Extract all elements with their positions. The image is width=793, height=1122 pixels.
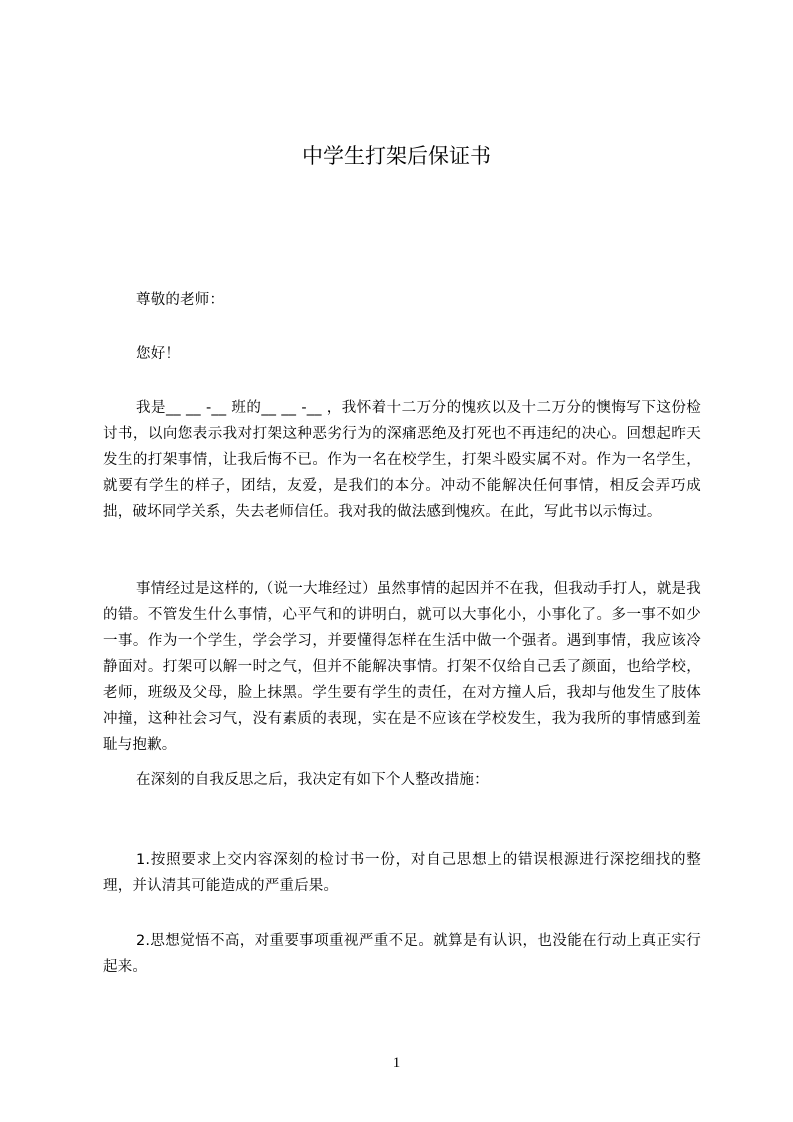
greeting-line: 您好！ bbox=[136, 346, 181, 362]
measure-item-2: 2.思想觉悟不高，对重要事项重视严重不足。就算是有认识，也没能在行动上真正实行起来。 bbox=[103, 933, 701, 975]
page-number: 1 bbox=[392, 1055, 401, 1071]
measure-item-1: 1.按照要求上交内容深刻的检讨书一份，对自己思想上的错误根源进行深挖细找的整理，并认清其可能造成的严重后果。 bbox=[103, 852, 701, 894]
paragraph-measures-intro: 在深刻的自我反思之后，我决定有如下个人整改措施： bbox=[136, 772, 489, 788]
document-title: 中学生打架后保证书 bbox=[302, 144, 491, 168]
paragraph-incident-account: 事情经过是这样的,（说一大堆经过）虽然事情的起因并不在我，但我动手打人，就是我的错。不管发生什么事情，心平气和的讲明白，就可以大事化小，小事化了。多一事不如少一事。作为一个学生，学会学习，并要懂得怎样在生活中做一个强者。遇到事情，我应该冷静面对。打架可以解一时之气，但并不能解决事情。打架不仅给自己丢了颜面，也给学校，老师，班级及父母，脸上抹黑。学生要有学生的责任，在对方撞人后，我却与他发生了肢体冲撞，这种社会习气，没有素质的表现，实在是不应该在学校发生，我为我所的事情感到羞耻与抱歉。 bbox=[103, 581, 701, 753]
paragraph-introduction: 我是__ __ -__ 班的__ __ -__ ，我怀着十二万分的愧疚以及十二万分的懊悔写下这份检讨书，以向您表示我对打架这种恶劣行为的深痛恶绝及打死也不再违纪的决心。回想起昨天发生的打架事情，让我后悔不已。作为一名在校学生，打架斗殴实属不对。作为一名学生，就要有学生的样子，团结，友爱，是我们的本分。冲动不能解决任何事情，相反会弄巧成拙，破坏同学关系，失去老师信任。我对我的做法感到愧疚。在此，写此书以示悔过。 bbox=[103, 400, 701, 520]
salutation: 尊敬的老师： bbox=[136, 292, 225, 308]
